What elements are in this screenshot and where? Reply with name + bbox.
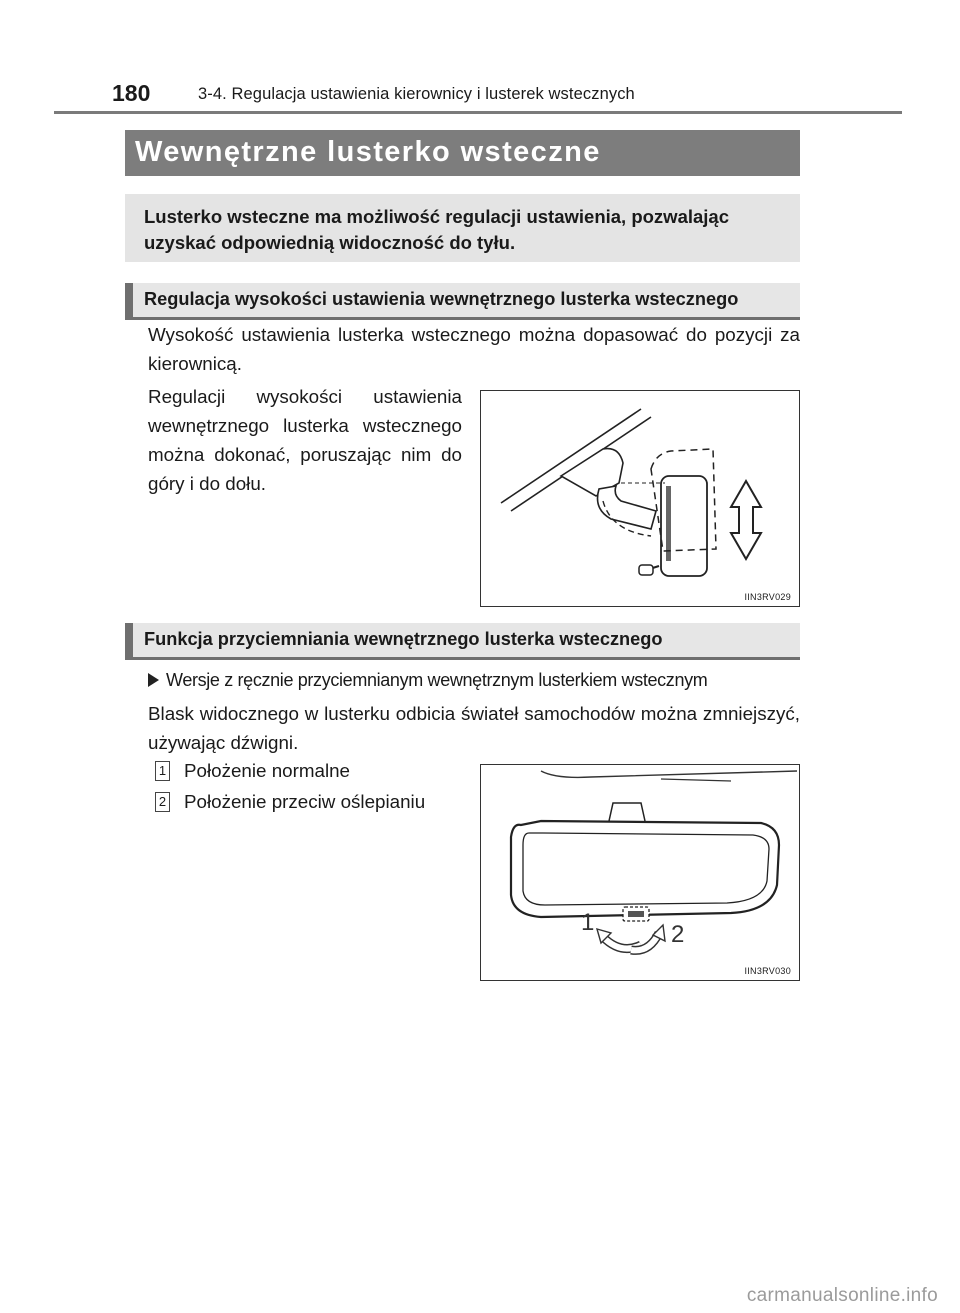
- heading-accent-bar: [125, 623, 133, 657]
- step-number-1: 1: [155, 761, 170, 781]
- paragraph-height-method: Regulacji wysokości ustawienia wewnętrznego lusterka wstecznego można dokonać, poruszając nim do góry i do dołu.: [148, 386, 462, 494]
- figure-code: IIN3RV029: [744, 592, 791, 602]
- svg-text:2: 2: [671, 921, 685, 948]
- bullet-text: Wersje z ręcznie przyciemnianym wewnętrznym lusterkiem wstecznym: [166, 670, 708, 690]
- paragraph-height-adjust: Wysokość ustawienia lusterka wstecznego można dopasować do pozycji za kierownicą.: [148, 324, 800, 374]
- triangle-bullet-icon: [148, 673, 159, 687]
- figure-mirror-height: [480, 390, 800, 607]
- section-heading-dimming: [125, 623, 800, 657]
- mirror-height-illustration: [481, 391, 799, 606]
- step-label: Położenie normalne: [184, 760, 351, 781]
- section-heading-text: Regulacja wysokości ustawienia wewnętrznego lusterka wstecznego: [144, 289, 739, 309]
- step-label: Położenie przeciw oślepianiu: [184, 791, 426, 812]
- mirror-lever-illustration: [481, 765, 799, 980]
- section-heading-text: Funkcja przyciemniania wewnętrznego lusterka wstecznego: [144, 629, 663, 649]
- heading-underline: [125, 657, 800, 660]
- list-item: [155, 760, 350, 782]
- figure-mirror-dimming: [480, 764, 800, 981]
- heading-accent-bar: [125, 283, 133, 317]
- watermark[interactable]: carmanualsonline.info: [746, 1285, 938, 1306]
- step-number-2: 2: [155, 792, 170, 812]
- list-item: [155, 791, 425, 813]
- version-bullet: [148, 670, 800, 691]
- page-title: Wewnętrzne lusterko wsteczne: [135, 136, 601, 168]
- intro-text: Lusterko wsteczne ma możliwość regulacji ustawienia, pozwalając uzyskać odpowiednią widoczność do tyłu.: [144, 206, 729, 253]
- intro-box: [125, 194, 800, 262]
- header-divider: [54, 111, 902, 114]
- paragraph-dimming: Blask widocznego w lusterku odbicia świateł samochodów można zmniejszyć, używając dźwigni.: [148, 703, 800, 753]
- page-title-bar: [125, 130, 800, 176]
- running-header: 3-4. Regulacja ustawienia kierownicy i lusterek wstecznych: [198, 85, 635, 103]
- section-heading-height-adjust: [125, 283, 800, 317]
- figure-code: IIN3RV030: [744, 966, 791, 976]
- svg-text:1: 1: [581, 909, 595, 936]
- page-number: 180: [112, 80, 151, 106]
